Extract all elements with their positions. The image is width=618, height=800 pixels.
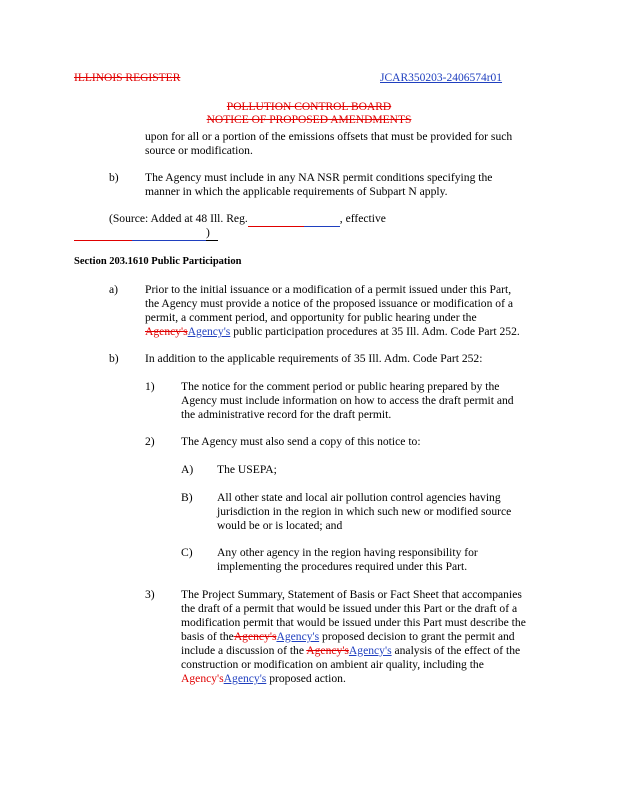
inserted-agencys: Agency's xyxy=(276,630,320,643)
item-3-label: 3) xyxy=(145,588,155,601)
source-note-line-2 xyxy=(74,226,218,241)
item-a-line-2: the Agency must provide a notice of the proposed issuance or modification of a xyxy=(145,297,513,310)
item-b-line-2: manner in which the applicable requirements of Subpart N apply. xyxy=(145,185,448,198)
item-3-line-5: include a discussion of the Agency'sAgency's analysis of the effect of the xyxy=(181,644,521,657)
carry-line-2: source or modification. xyxy=(145,144,253,157)
inserted-agencys: Agency's xyxy=(187,325,231,338)
notice-title: NOTICE OF PROPOSED AMENDMENTS xyxy=(206,114,412,126)
deleted-agencys: Agency's xyxy=(181,672,224,685)
source-prefix: (Source: Added at 48 Ill. Reg. xyxy=(109,212,248,225)
deleted-agencys: Agency's xyxy=(233,630,277,643)
item-3-line-7: Agency'sAgency's proposed action. xyxy=(181,672,346,685)
deleted-date-blank xyxy=(74,226,132,241)
item-A-label: A) xyxy=(181,463,194,476)
item-3-line-3: modification permit that would be issued under this Part must describe the xyxy=(181,616,526,629)
source-note xyxy=(109,212,386,227)
item-1-label: 1) xyxy=(145,380,155,393)
item-3-line-2: the draft of a permit that would be issued under this Part or the draft of a xyxy=(181,602,518,615)
item-B-line-3: would be or is located; and xyxy=(217,519,343,532)
item-B-label: B) xyxy=(181,491,193,504)
deleted-agencys: Agency's xyxy=(145,325,188,338)
deleted-agencys: Agency's xyxy=(306,644,349,657)
item-2-label: 2) xyxy=(145,435,155,448)
item-a-label: a) xyxy=(109,283,119,296)
source-close: ) xyxy=(206,226,210,239)
register-name: ILLINOIS REGISTER xyxy=(74,72,181,84)
inserted-blank xyxy=(304,212,340,227)
item-b2-label: b) xyxy=(109,352,119,365)
item-a-line-4: Agency'sAgency's public participation procedures at 35 Ill. Adm. Code Part 252. xyxy=(145,325,520,338)
board-title: POLLUTION CONTROL BOARD xyxy=(226,101,392,113)
item-B-line-2: jurisdiction in the region in which such new or modified source xyxy=(217,505,512,518)
item-C-line-1: Any other agency in the region having responsibility for xyxy=(217,546,478,559)
item-1-line-2: Agency must include information on how to access the draft permit and xyxy=(181,394,514,407)
item-C-line-2: implementing the procedures required under this Part. xyxy=(217,560,468,573)
item-2-line-1: The Agency must also send a copy of this notice to: xyxy=(181,435,421,448)
item-1-line-3: the administrative record for the draft permit. xyxy=(181,408,392,421)
item-b2-line-1: In addition to the applicable requirements of 35 Ill. Adm. Code Part 252: xyxy=(145,352,483,365)
item-a-line-3: permit, a comment period, and opportunity for public hearing under the xyxy=(145,311,477,324)
item-b-label: b) xyxy=(109,171,119,184)
section-heading: Section 203.1610 Public Participation xyxy=(74,256,242,267)
item-3-line-4: basis of theAgency'sAgency's proposed decision to grant the permit and xyxy=(181,630,515,643)
inserted-date-blank xyxy=(132,226,206,241)
source-effective: , effective xyxy=(339,212,386,225)
jcar-number: JCAR350203-2406574r01 xyxy=(380,72,503,84)
inserted-agencys: Agency's xyxy=(348,644,392,657)
item-a-line-1: Prior to the initial issuance or a modification of a permit issued under this Part, xyxy=(145,283,512,296)
carry-line-1: upon for all or a portion of the emissions offsets that must be provided for such xyxy=(145,130,513,143)
deleted-blank xyxy=(248,212,304,227)
item-A-line-1: The USEPA; xyxy=(217,463,277,476)
item-b-line-1: The Agency must include in any NA NSR permit conditions specifying the xyxy=(145,171,493,184)
item-C-label: C) xyxy=(181,546,193,559)
item-3-line-1: The Project Summary, Statement of Basis or Fact Sheet that accompanies xyxy=(181,588,522,601)
item-1-line-1: The notice for the comment period or public hearing prepared by the xyxy=(181,380,500,393)
inserted-agencys: Agency's xyxy=(223,672,267,685)
item-B-line-1: All other state and local air pollution control agencies having xyxy=(217,491,501,504)
item-3-line-6: construction or modification on ambient air quality, including the xyxy=(181,658,484,671)
